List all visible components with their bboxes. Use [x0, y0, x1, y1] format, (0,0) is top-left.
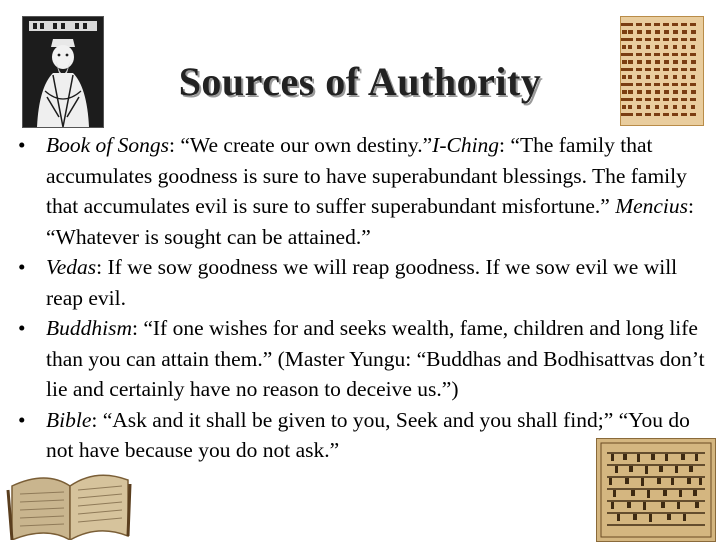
quote-text: : “The family that accumulates goodness is sure to have superabundant blessings. The family that accumulates evil is sure to suffer superabundant misfortune.” — [46, 133, 687, 218]
bullet-list — [16, 130, 706, 466]
quote-text: : “Whatever is sought can be attained.” — [46, 194, 695, 249]
bullet-item — [16, 130, 706, 252]
quote-text: : “Ask and it shall be given to you, Seek and you shall find;” “You do not have because you do not ask.” — [46, 407, 690, 462]
open-book-image — [6, 456, 132, 540]
source-name: Bible — [46, 407, 92, 432]
bullet-item — [16, 313, 706, 405]
chinese-script-scroll-image — [620, 16, 704, 126]
source-name: Book of Songs — [46, 133, 170, 157]
bullet-glyph: • — [18, 255, 26, 279]
bullet-glyph: • — [18, 316, 26, 340]
quote-text: : “We create our own destiny.” — [169, 133, 433, 157]
source-name: Vedas — [46, 255, 97, 279]
confucius-portrait-image — [22, 16, 104, 128]
sanskrit-manuscript-image — [596, 438, 716, 542]
bullet-item — [16, 252, 706, 313]
source-name: I-Ching — [432, 133, 500, 157]
bullet-glyph: • — [18, 133, 26, 157]
bullet-glyph: • — [18, 407, 26, 432]
slide-title: Sources of Authority — [178, 59, 542, 104]
source-name: Buddhism — [46, 316, 132, 340]
source-name: Mencius — [615, 194, 689, 218]
quote-text: : If we sow goodness we will reap goodness. If we sow evil we will reap evil. — [46, 255, 678, 310]
quote-text: : “If one wishes for and seeks wealth, fame, children and long life than you can attain them.” (Master Yungu: “Buddhas and Bodhisattvas don’t lie and certainly have no reason to deceive us.”) — [46, 316, 705, 401]
